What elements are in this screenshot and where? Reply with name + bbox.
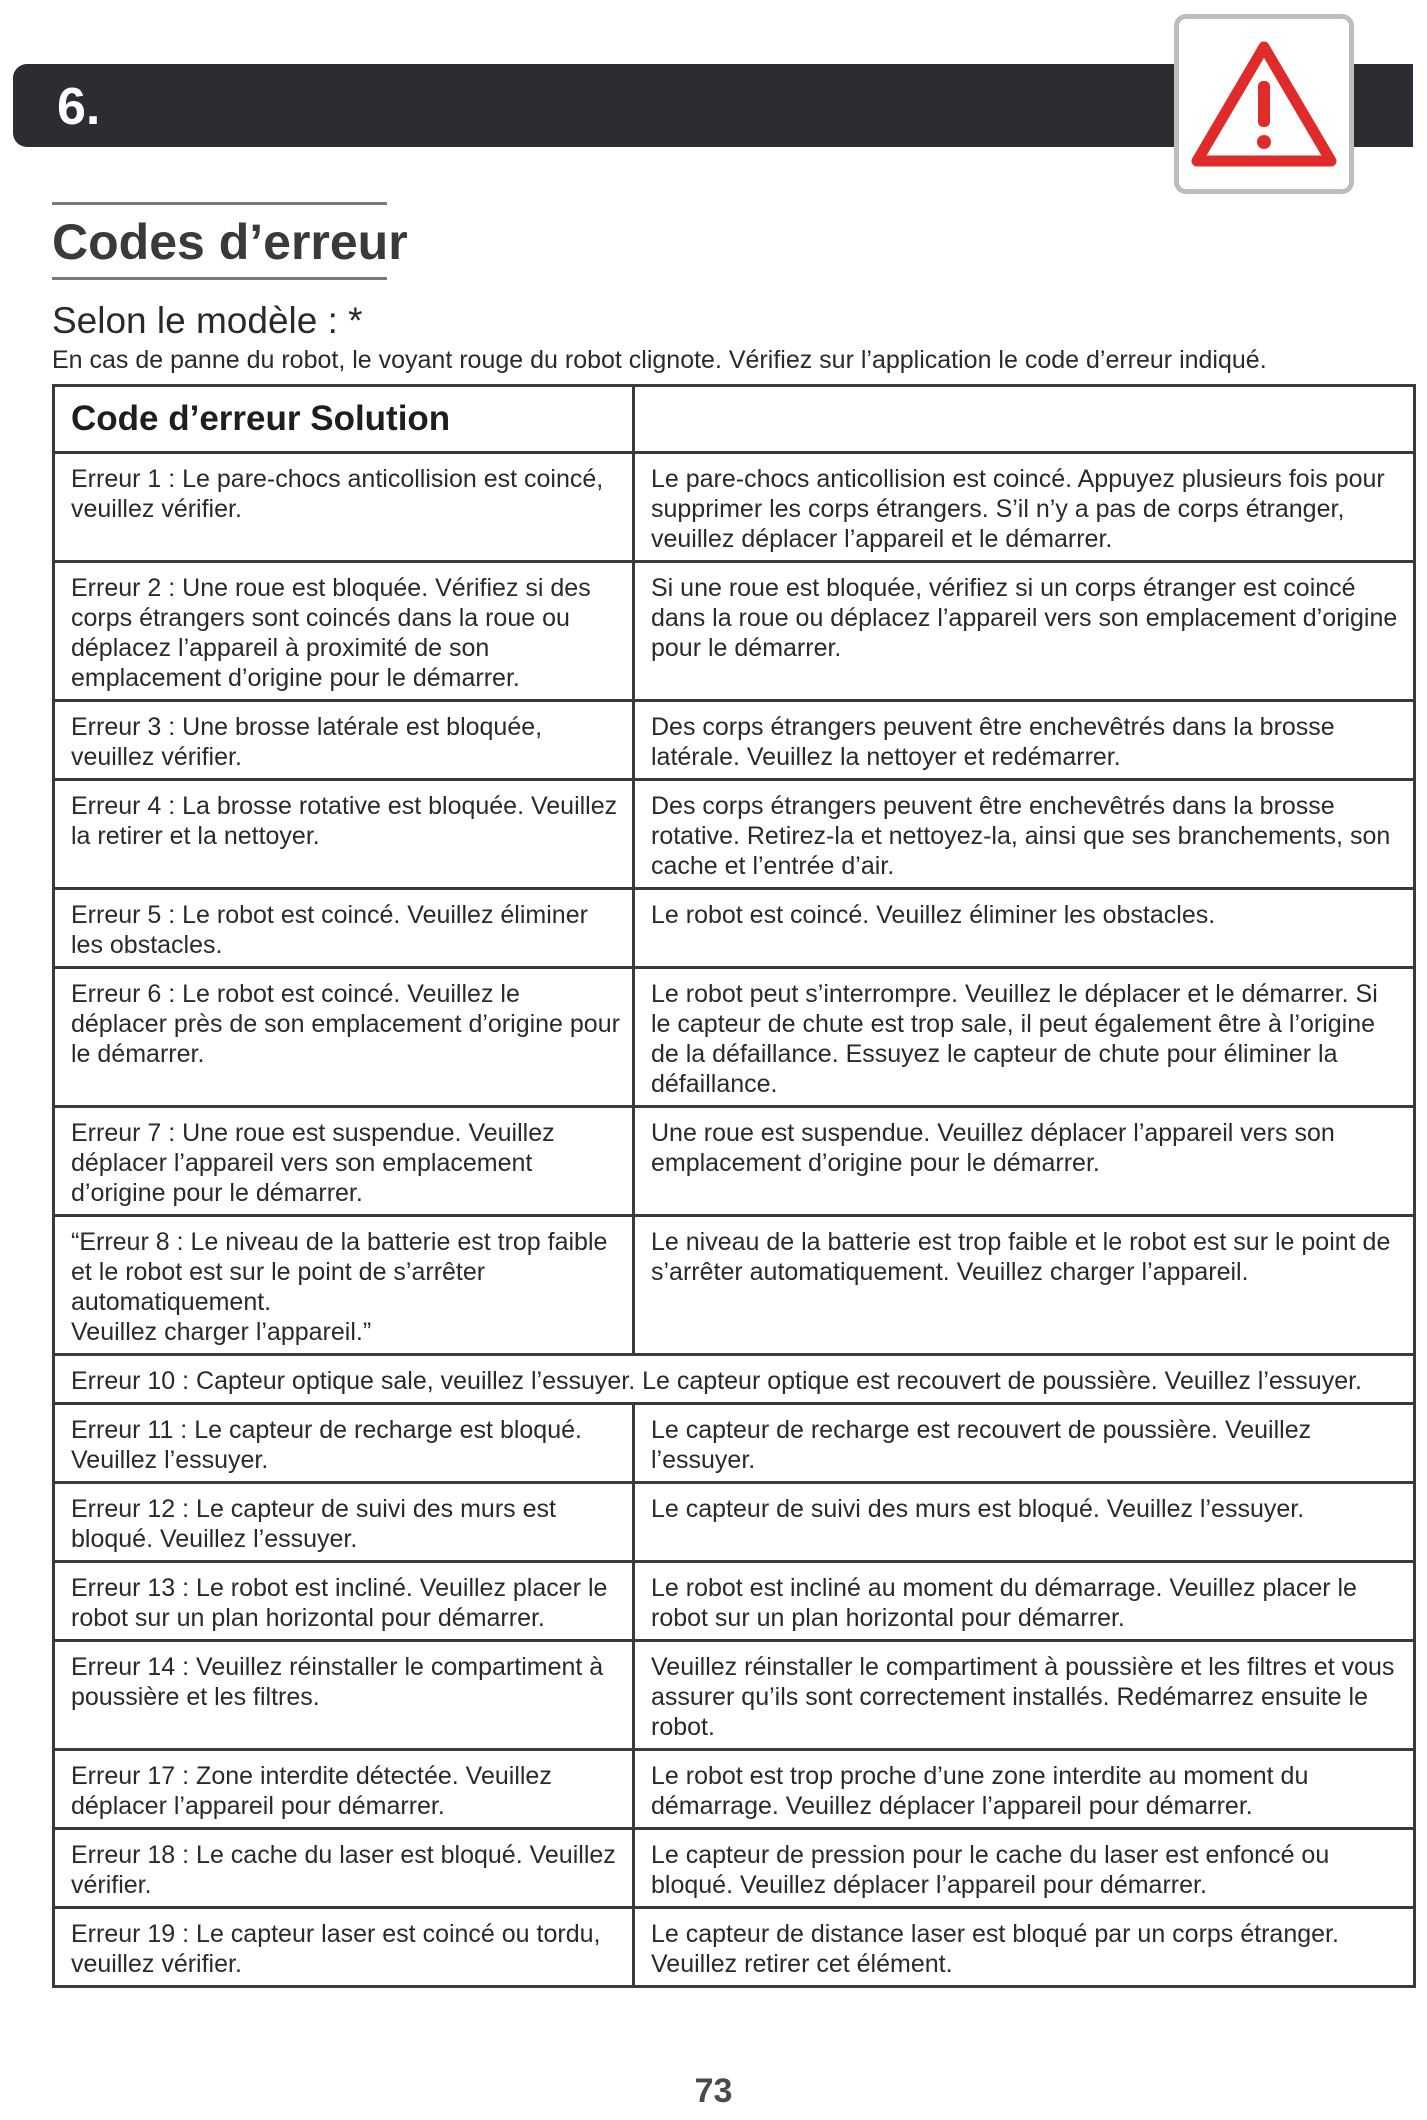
error-code-cell: Erreur 2 : Une roue est bloquée. Vérifiez si des corps étrangers sont coincés dans la roue ou déplacez l’appareil à proximité de son emplacement d’origine pour le démarrer. bbox=[54, 562, 634, 701]
error-solution-cell: Si une roue est bloquée, vérifiez si un corps étranger est coincé dans la roue ou déplacez l’appareil vers son emplacement d’origine pour le démarrer. bbox=[634, 562, 1415, 701]
error-code-cell: Erreur 18 : Le cache du laser est bloqué. Veuillez vérifier. bbox=[54, 1829, 634, 1908]
error-code-cell: Erreur 6 : Le robot est coincé. Veuillez le déplacer près de son emplacement d’origine pour le démarrer. bbox=[54, 968, 634, 1107]
table-row bbox=[54, 1216, 1415, 1355]
error-code-cell: Erreur 7 : Une roue est suspendue. Veuillez déplacer l’appareil vers son emplacement d’origine pour le démarrer. bbox=[54, 1107, 634, 1216]
section-number: 6. bbox=[57, 78, 101, 136]
table-row bbox=[54, 1908, 1415, 1987]
table-header-empty bbox=[634, 386, 1415, 453]
table-body bbox=[54, 453, 1415, 1987]
table-row bbox=[54, 1829, 1415, 1908]
table-row bbox=[54, 1107, 1415, 1216]
table-row bbox=[54, 1641, 1415, 1750]
error-solution-cell: Le capteur de distance laser est bloqué par un corps étranger. Veuillez retirer cet élément. bbox=[634, 1908, 1415, 1987]
table-header-row bbox=[54, 386, 1415, 453]
error-merged-cell: Erreur 10 : Capteur optique sale, veuillez l’essuyer. Le capteur optique est recouvert de poussière. Veuillez l’essuyer. bbox=[54, 1355, 1415, 1404]
table-header-label: Code d’erreur Solution bbox=[54, 386, 634, 453]
error-solution-cell: Le robot est trop proche d’une zone interdite au moment du démarrage. Veuillez déplacer l’appareil pour démarrer. bbox=[634, 1750, 1415, 1829]
table-row bbox=[54, 1562, 1415, 1641]
error-solution-cell: Le robot est incliné au moment du démarrage. Veuillez placer le robot sur un plan horizontal pour démarrer. bbox=[634, 1562, 1415, 1641]
error-code-cell: Erreur 11 : Le capteur de recharge est bloqué. Veuillez l’essuyer. bbox=[54, 1404, 634, 1483]
error-code-cell: Erreur 13 : Le robot est incliné. Veuillez placer le robot sur un plan horizontal pour démarrer. bbox=[54, 1562, 634, 1641]
error-solution-cell: Le robot peut s’interrompre. Veuillez le déplacer et le démarrer. Si le capteur de chute est trop sale, il peut également être à l’origine de la défaillance. Essuyez le capteur de chute pour éliminer la défaillance. bbox=[634, 968, 1415, 1107]
error-code-cell: Erreur 1 : Le pare-chocs anticollision est coincé, veuillez vérifier. bbox=[54, 453, 634, 562]
table-row bbox=[54, 968, 1415, 1107]
error-codes-table bbox=[52, 384, 1416, 1988]
error-solution-cell: Des corps étrangers peuvent être enchevêtrés dans la brosse rotative. Retirez-la et nettoyez-la, ainsi que ses branchements, son cache et l’entrée d’air. bbox=[634, 780, 1415, 889]
error-code-cell: Erreur 5 : Le robot est coincé. Veuillez éliminer les obstacles. bbox=[54, 889, 634, 968]
warning-triangle-icon bbox=[1189, 39, 1339, 169]
error-solution-cell: Une roue est suspendue. Veuillez déplacer l’appareil vers son emplacement d’origine pour le démarrer. bbox=[634, 1107, 1415, 1216]
error-code-cell: Erreur 17 : Zone interdite détectée. Veuillez déplacer l’appareil pour démarrer. bbox=[54, 1750, 634, 1829]
error-code-cell: “Erreur 8 : Le niveau de la batterie est trop faible et le robot est sur le point de s’arrêter automatiquement. Veuillez charger l’appareil.” bbox=[54, 1216, 634, 1355]
error-solution-cell: Le capteur de suivi des murs est bloqué. Veuillez l’essuyer. bbox=[634, 1483, 1415, 1562]
table-row bbox=[54, 780, 1415, 889]
error-code-cell: Erreur 12 : Le capteur de suivi des murs est bloqué. Veuillez l’essuyer. bbox=[54, 1483, 634, 1562]
table-row bbox=[54, 562, 1415, 701]
title-rule-bottom bbox=[52, 277, 387, 280]
page-title: Codes d’erreur bbox=[52, 214, 408, 270]
error-solution-cell: Le capteur de pression pour le cache du laser est enfoncé ou bloqué. Veuillez déplacer l’appareil pour démarrer. bbox=[634, 1829, 1415, 1908]
error-solution-cell: Le niveau de la batterie est trop faible et le robot est sur le point de s’arrêter automatiquement. Veuillez charger l’appareil. bbox=[634, 1216, 1415, 1355]
model-subtitle: Selon le modèle : * bbox=[52, 300, 363, 341]
error-code-cell: Erreur 4 : La brosse rotative est bloquée. Veuillez la retirer et la nettoyer. bbox=[54, 780, 634, 889]
table-row bbox=[54, 453, 1415, 562]
intro-text: En cas de panne du robot, le voyant rouge du robot clignote. Vérifiez sur l’application le code d’erreur indiqué. bbox=[52, 346, 1267, 374]
table-row bbox=[54, 701, 1415, 780]
title-rule-top bbox=[52, 202, 387, 205]
error-solution-cell: Le pare-chocs anticollision est coincé. Appuyez plusieurs fois pour supprimer les corps étrangers. S’il n’y a pas de corps étranger, veuillez déplacer l’appareil et le démarrer. bbox=[634, 453, 1415, 562]
error-solution-cell: Le capteur de recharge est recouvert de poussière. Veuillez l’essuyer. bbox=[634, 1404, 1415, 1483]
error-code-cell: Erreur 14 : Veuillez réinstaller le compartiment à poussière et les filtres. bbox=[54, 1641, 634, 1750]
error-solution-cell: Veuillez réinstaller le compartiment à poussière et les filtres et vous assurer qu’ils sont correctement installés. Redémarrez ensuite le robot. bbox=[634, 1641, 1415, 1750]
table-row bbox=[54, 1750, 1415, 1829]
warning-badge bbox=[1174, 14, 1354, 194]
table-row bbox=[54, 1483, 1415, 1562]
table-row bbox=[54, 1355, 1415, 1404]
error-solution-cell: Des corps étrangers peuvent être enchevêtrés dans la brosse latérale. Veuillez la nettoyer et redémarrer. bbox=[634, 701, 1415, 780]
error-solution-cell: Le robot est coincé. Veuillez éliminer les obstacles. bbox=[634, 889, 1415, 968]
error-code-cell: Erreur 19 : Le capteur laser est coincé ou tordu, veuillez vérifier. bbox=[54, 1908, 634, 1987]
page-number: 73 bbox=[694, 2072, 733, 2110]
table-row bbox=[54, 1404, 1415, 1483]
table-row bbox=[54, 889, 1415, 968]
error-code-cell: Erreur 3 : Une brosse latérale est bloquée, veuillez vérifier. bbox=[54, 701, 634, 780]
